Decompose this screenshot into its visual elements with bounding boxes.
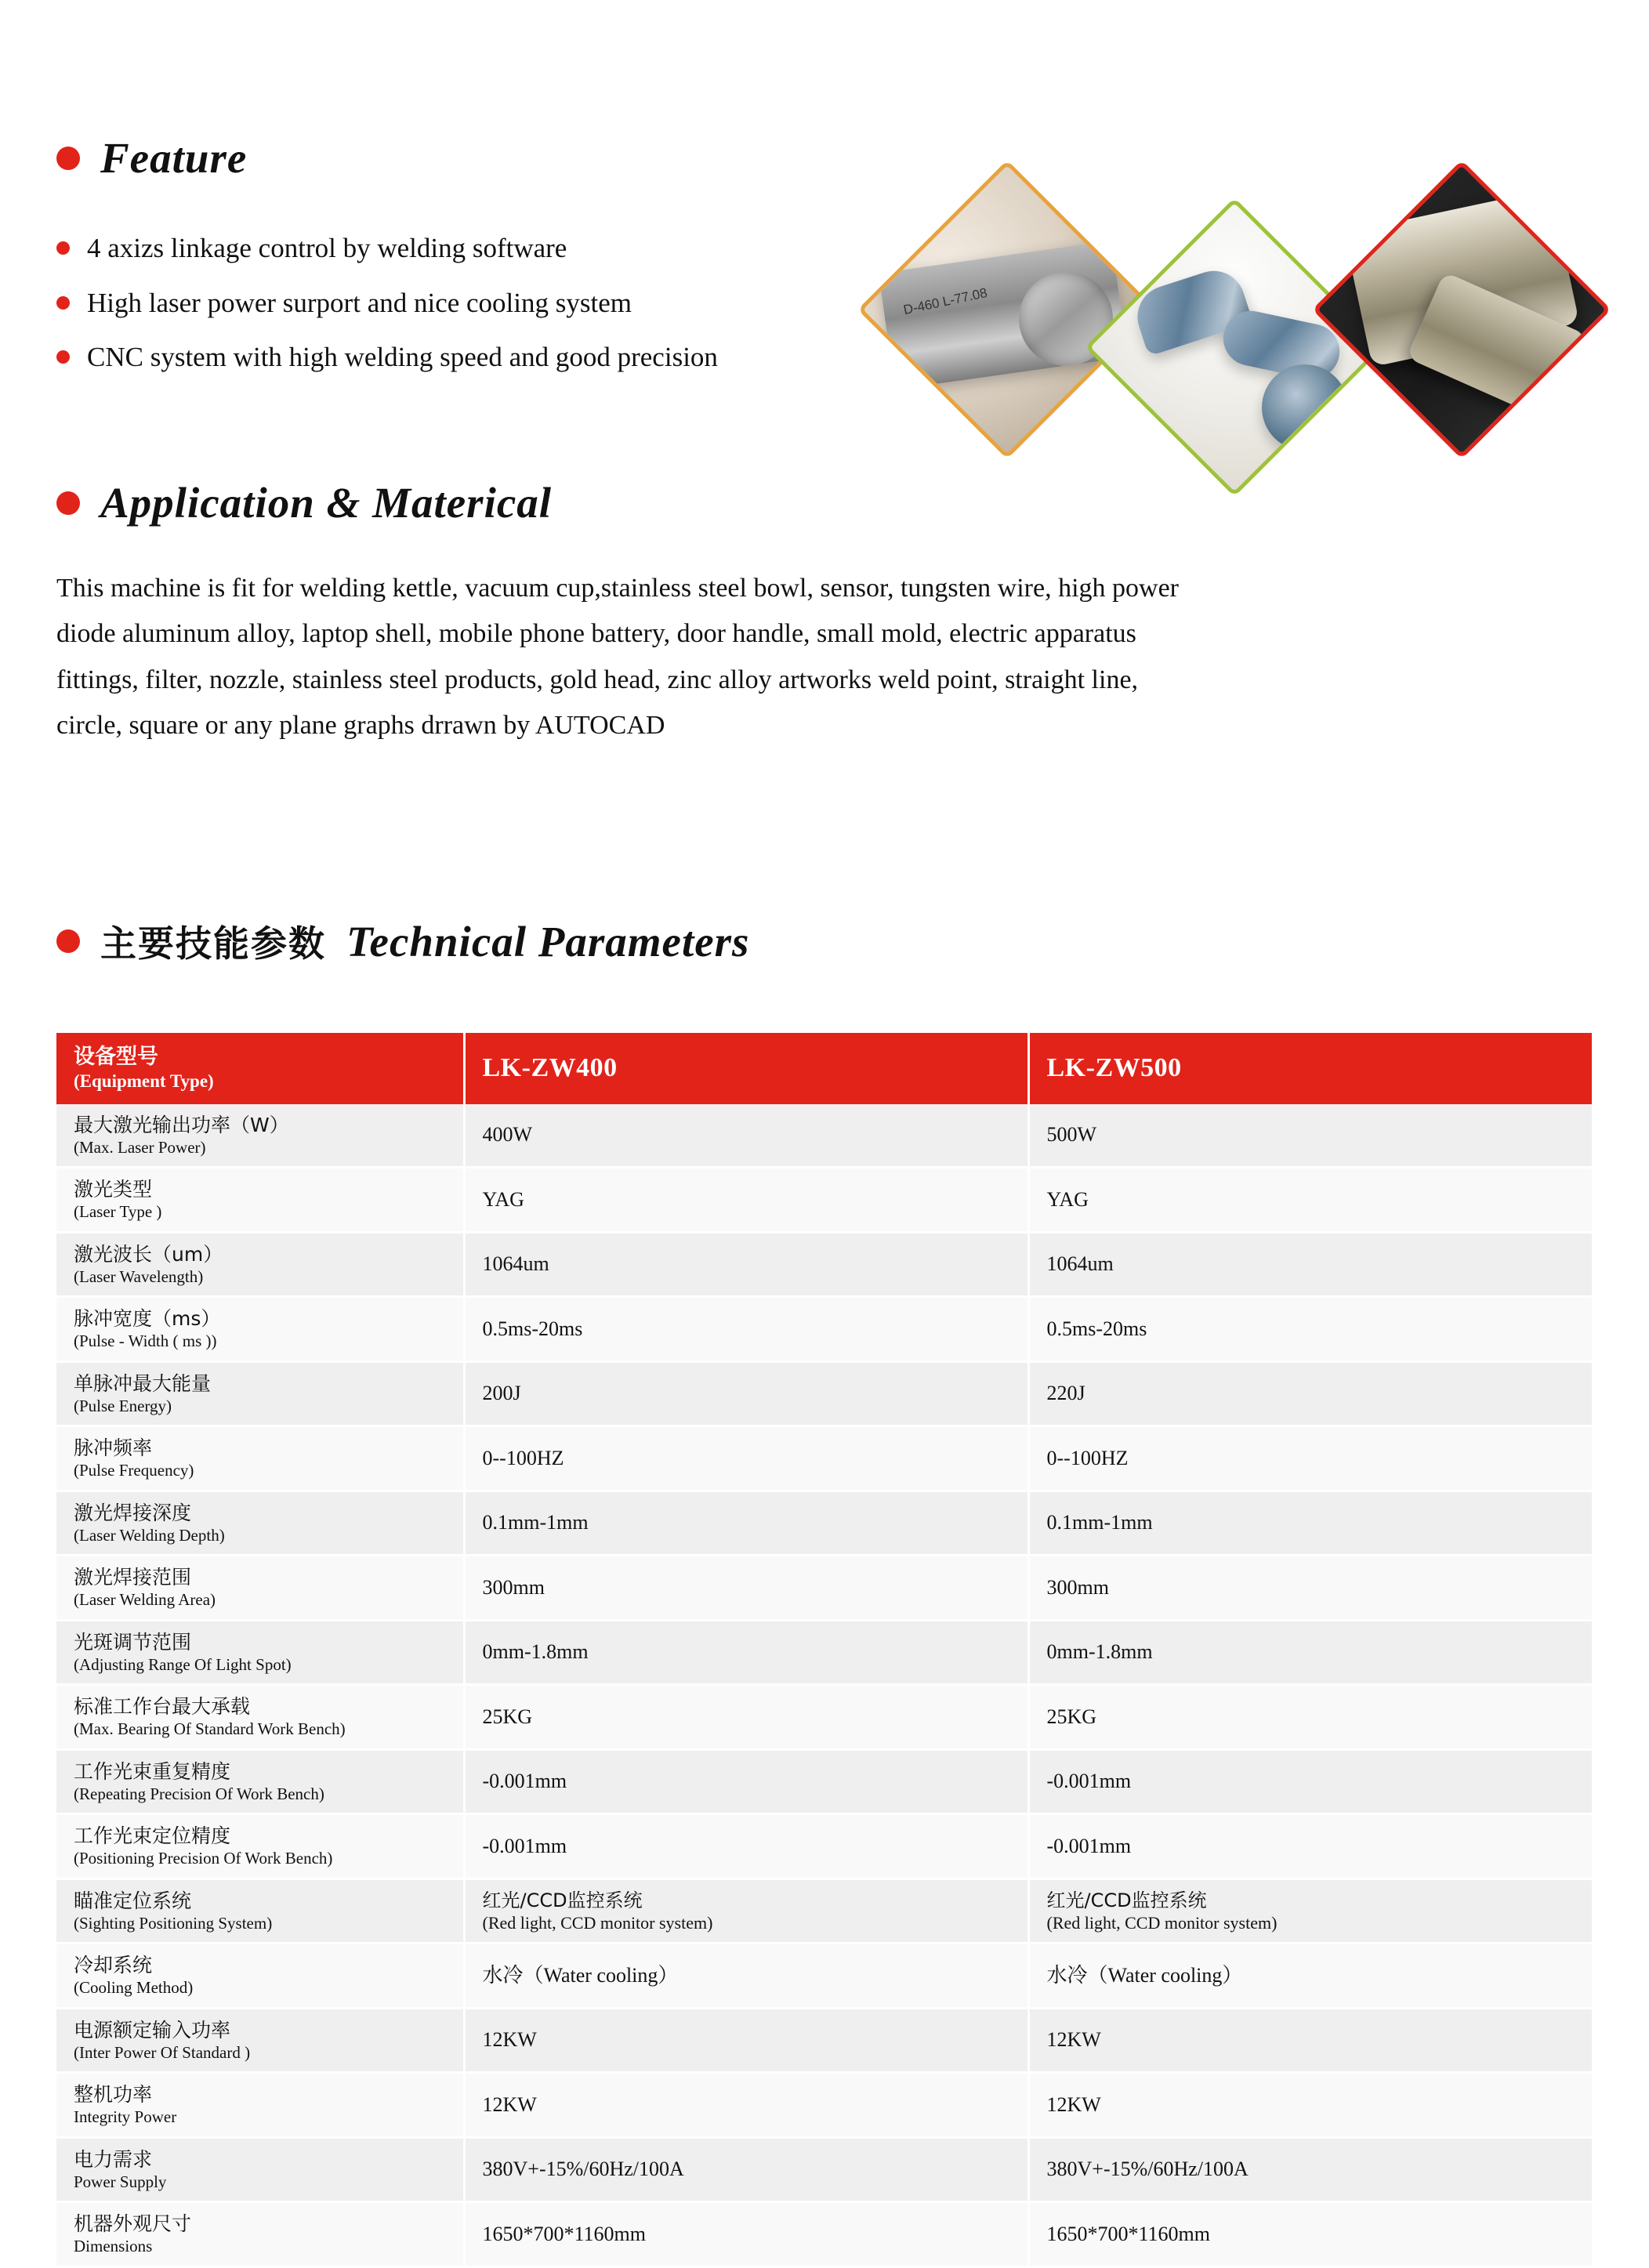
- bullet-icon: [56, 147, 80, 170]
- row-value-model-2: 1064um: [1028, 1232, 1593, 1297]
- product-photo-cluster: [901, 188, 1607, 533]
- row-value-model-1: -0.001mm: [464, 1749, 1028, 1814]
- table-row: [56, 1232, 1593, 1297]
- row-label: 激光波长（um） (Laser Wavelength): [56, 1232, 464, 1297]
- row-value-model-1: -0.001mm: [464, 1814, 1028, 1879]
- bullet-icon: [56, 296, 70, 310]
- row-value-model-1: 0--100HZ: [464, 1426, 1028, 1491]
- table-row: [56, 2202, 1593, 2267]
- row-label: 电源额定输入功率 (Inter Power Of Standard ): [56, 2008, 464, 2073]
- row-value-model-1: 0.5ms-20ms: [464, 1297, 1028, 1362]
- row-label: 最大激光输出功率（W） (Max. Laser Power): [56, 1104, 464, 1168]
- row-value-model-2: 12KW: [1028, 2008, 1593, 2073]
- row-value-model-2: 300mm: [1028, 1556, 1593, 1621]
- table-row: [56, 1879, 1593, 1944]
- row-label: 瞄准定位系统 (Sighting Positioning System): [56, 1879, 464, 1944]
- photo-label-text: D-460 L-77.08: [902, 284, 989, 318]
- table-row: [56, 1104, 1593, 1168]
- row-value-model-2: 水冷（Water cooling）: [1028, 1944, 1593, 2009]
- row-label: 工作光束定位精度 (Positioning Precision Of Work Bench): [56, 1814, 464, 1879]
- row-value-model-1: 1650*700*1160mm: [464, 2202, 1028, 2267]
- bullet-icon: [56, 241, 70, 255]
- table-row: [56, 1168, 1593, 1233]
- feature-item-text: High laser power surport and nice cooling system: [87, 287, 632, 318]
- application-section-heading: [56, 478, 552, 527]
- feature-item-text: CNC system with high welding speed and good precision: [87, 342, 718, 373]
- row-value-model-1: 12KW: [464, 2073, 1028, 2138]
- row-value-model-1: 300mm: [464, 1556, 1028, 1621]
- feature-item-text: 4 axizs linkage control by welding software: [87, 233, 567, 263]
- row-value-model-2: 0mm-1.8mm: [1028, 1620, 1593, 1685]
- table-row: [56, 2008, 1593, 2073]
- row-value-model-2: 220J: [1028, 1361, 1593, 1426]
- row-value-model-2: 0.1mm-1mm: [1028, 1491, 1593, 1556]
- application-title: Application & Materical: [100, 479, 553, 527]
- row-value-model-1: 红光/CCD监控系统 (Red light, CCD monitor system): [464, 1879, 1028, 1944]
- row-value-model-1: YAG: [464, 1168, 1028, 1233]
- table-header-model-2: [1028, 1033, 1593, 1104]
- row-label: 电力需求 Power Supply: [56, 2137, 464, 2202]
- feature-title: Feature: [100, 134, 248, 182]
- row-label: 标准工作台最大承载 (Max. Bearing Of Standard Work Bench): [56, 1685, 464, 1750]
- row-label: 脉冲频率 (Pulse Frequency): [56, 1426, 464, 1491]
- row-value-model-1: 0mm-1.8mm: [464, 1620, 1028, 1685]
- photo-shape: [1262, 364, 1348, 451]
- table-header-equipment-type: [56, 1033, 464, 1104]
- row-label: 工作光束重复精度 (Repeating Precision Of Work Bench): [56, 1749, 464, 1814]
- row-label: 激光类型 (Laser Type ): [56, 1168, 464, 1233]
- bullet-icon: [56, 929, 80, 953]
- row-value-model-1: 400W: [464, 1104, 1028, 1168]
- row-label: 激光焊接范围 (Laser Welding Area): [56, 1556, 464, 1621]
- table-row: [56, 1685, 1593, 1750]
- model-name: LK-ZW500: [1046, 1053, 1182, 1083]
- row-value-model-2: -0.001mm: [1028, 1749, 1593, 1814]
- row-value-model-1: 12KW: [464, 2008, 1028, 2073]
- diamond-photo-steel-tubes: [1312, 160, 1611, 459]
- table-row: [56, 1944, 1593, 2009]
- list-item: [56, 338, 864, 377]
- row-label: 脉冲宽度（ms） (Pulse - Width ( ms )): [56, 1297, 464, 1362]
- row-value-model-1: 0.1mm-1mm: [464, 1491, 1028, 1556]
- row-value-model-2: 1650*700*1160mm: [1028, 2202, 1593, 2267]
- table-row: [56, 2137, 1593, 2202]
- photo-image: [1312, 162, 1611, 459]
- model-name: LK-ZW400: [482, 1053, 618, 1083]
- table-row: [56, 1814, 1593, 1879]
- row-value-model-1: 25KG: [464, 1685, 1028, 1750]
- table-body: [56, 1104, 1593, 2267]
- table-header-row: [56, 1033, 1593, 1104]
- application-paragraph: This machine is fit for welding kettle, vacuum cup,stainless steel bowl, sensor, tungsten wire, high power diode aluminum alloy, laptop shell, mobile phone battery, door handle, small mold, electric apparatus fittings, filter, nozzle, stainless steel products, gold head, zinc alloy artworks weld point, straight line, circle, square or any plane graphs drrawn by AUTOCAD: [56, 574, 1180, 741]
- row-label: 单脉冲最大能量 (Pulse Energy): [56, 1361, 464, 1426]
- row-value-model-1: 1064um: [464, 1232, 1028, 1297]
- table-row: [56, 1297, 1593, 1362]
- row-value-model-2: 500W: [1028, 1104, 1593, 1168]
- row-label: 光斑调节范围 (Adjusting Range Of Light Spot): [56, 1620, 464, 1685]
- photo-image: [857, 162, 1157, 459]
- table-row: [56, 1361, 1593, 1426]
- header-label-cn: 设备型号: [74, 1045, 158, 1069]
- technical-section-heading: [56, 915, 749, 967]
- diamond-photo-metal-cylinder: [857, 160, 1157, 459]
- row-value-model-2: 红光/CCD监控系统 (Red light, CCD monitor system): [1028, 1879, 1593, 1944]
- bullet-icon: [56, 491, 80, 515]
- row-value-model-2: 0.5ms-20ms: [1028, 1297, 1593, 1362]
- row-value-model-2: -0.001mm: [1028, 1814, 1593, 1879]
- row-value-model-2: 25KG: [1028, 1685, 1593, 1750]
- table-row: [56, 1749, 1593, 1814]
- row-value-model-1: 水冷（Water cooling）: [464, 1944, 1028, 2009]
- photo-image: [1085, 200, 1384, 497]
- feature-section-heading: [56, 133, 247, 183]
- row-label: 机器外观尺寸 Dimensions: [56, 2202, 464, 2267]
- row-value-model-2: 380V+-15%/60Hz/100A: [1028, 2137, 1593, 2202]
- table-row: [56, 1620, 1593, 1685]
- table-row: [56, 1491, 1593, 1556]
- row-label: 冷却系统 (Cooling Method): [56, 1944, 464, 2009]
- header-label-en: (Equipment Type): [74, 1071, 214, 1091]
- row-value-model-2: 0--100HZ: [1028, 1426, 1593, 1491]
- bullet-icon: [56, 350, 70, 364]
- table-row: [56, 1556, 1593, 1621]
- technical-parameters-table: [56, 1033, 1594, 2268]
- table-row: [56, 1426, 1593, 1491]
- diamond-photo-steel-fittings: [1085, 197, 1384, 497]
- list-item: [56, 229, 864, 268]
- list-item: [56, 284, 864, 323]
- row-label: 激光焊接深度 (Laser Welding Depth): [56, 1491, 464, 1556]
- technical-title-en: Technical Parameters: [346, 918, 750, 966]
- technical-title-cn: 主要技能参数: [100, 922, 326, 965]
- row-value-model-2: 12KW: [1028, 2073, 1593, 2138]
- table-header-model-1: [464, 1033, 1028, 1104]
- row-value-model-1: 380V+-15%/60Hz/100A: [464, 2137, 1028, 2202]
- row-value-model-1: 200J: [464, 1361, 1028, 1426]
- table-row: [56, 2073, 1593, 2138]
- feature-list: [56, 229, 864, 393]
- row-value-model-2: YAG: [1028, 1168, 1593, 1233]
- row-label: 整机功率 Integrity Power: [56, 2073, 464, 2138]
